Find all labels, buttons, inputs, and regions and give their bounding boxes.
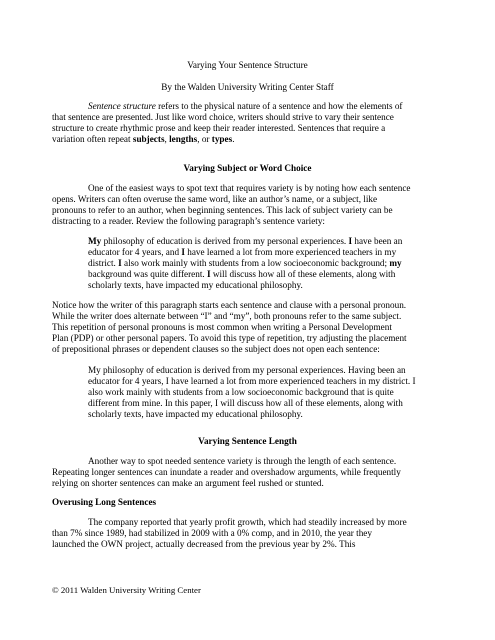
intro-line-2: that sentence are presented. Just like word choice, writers should strive to vary their sentence bbox=[52, 112, 394, 122]
example1-line-4 bbox=[88, 269, 395, 280]
intro-end: . bbox=[232, 134, 235, 144]
example-text: background was quite different. bbox=[88, 269, 207, 279]
paragraph-line: opens. Writers can often overuse the same word, like an author’s name, or a subject, like bbox=[52, 194, 378, 204]
intro-sep-1: , bbox=[164, 134, 170, 144]
example-text: have been an bbox=[352, 236, 403, 246]
example1-line-3 bbox=[88, 258, 402, 269]
example-text: educator for 4 years, and bbox=[88, 247, 182, 257]
subheading-long-sentences: Overusing Long Sentences bbox=[52, 497, 157, 507]
intro-line-4 bbox=[52, 134, 234, 145]
footer-copyright: © 2011 Walden University Writing Center bbox=[52, 585, 201, 595]
example2-line: scholarly texts, have impacted my educational philosophy. bbox=[88, 409, 303, 419]
paragraph-line: than 7% since 1989, had stabilized in 2009 with a 0% comp, and in 2010, the year they bbox=[52, 528, 372, 538]
paragraph-line: Notice how the writer of this paragraph starts each sentence and clause with a personal pronoun. bbox=[52, 300, 407, 310]
keyword-subjects: subjects bbox=[132, 134, 165, 144]
keyword-types: types bbox=[211, 134, 233, 144]
paragraph-line: Another way to spot needed sentence variety is through the length of each sentence. bbox=[88, 456, 397, 466]
example1-line-2 bbox=[88, 247, 396, 258]
intro-line-3: structure to create rhythmic prose and keep their reader interested. Sentences that require a bbox=[52, 123, 386, 133]
paragraph-line: This repetition of personal pronouns is most common when writing a Personal Development bbox=[52, 322, 392, 332]
paragraph-line: pronouns to refer to an author, when beginning sentences. This lack of subject variety can be bbox=[52, 205, 393, 215]
bold-pronoun: I bbox=[181, 247, 185, 257]
paragraph-line: launched the OWN project, actually decreased from the previous year by 2%. This bbox=[52, 539, 356, 549]
example2-line: also work mainly with students from a low socioeconomic background that is quite bbox=[88, 387, 394, 397]
bold-pronoun: my bbox=[389, 258, 402, 268]
example2-line: educator for 4 years, I have learned a lot from more experienced teachers in my district. I bbox=[88, 376, 416, 386]
intro-italic-term: Sentence structure bbox=[88, 101, 156, 111]
paragraph-line: relying on shorter sentences can make an argument feel rushed or stunted. bbox=[52, 478, 324, 488]
bold-pronoun: My bbox=[88, 236, 102, 246]
paragraph-line: Repeating longer sentences can inundate a reader and overshadow arguments, while frequently bbox=[52, 467, 401, 477]
section-heading-length: Varying Sentence Length bbox=[198, 436, 297, 446]
intro-line-4-text: variation often repeat bbox=[52, 134, 133, 144]
section-heading-subject: Varying Subject or Word Choice bbox=[183, 163, 312, 173]
intro-sep-2: , or bbox=[197, 134, 212, 144]
document-title: Varying Your Sentence Structure bbox=[187, 60, 308, 70]
example-text: have learned a lot from more experienced teachers in my bbox=[184, 247, 397, 257]
example-text: district. bbox=[88, 258, 119, 268]
bold-pronoun: I bbox=[118, 258, 122, 268]
bold-pronoun: I bbox=[348, 236, 353, 246]
example-text: philosophy of education is derived from my personal experiences. bbox=[101, 236, 349, 246]
example2-line: different from mine. In this paper, I will discuss how all of these elements, along with bbox=[88, 398, 403, 408]
bold-pronoun: I bbox=[206, 269, 211, 279]
intro-line-1 bbox=[88, 101, 402, 112]
keyword-lengths: lengths bbox=[169, 134, 198, 144]
document-byline: By the Walden University Writing Center Staff bbox=[161, 82, 334, 92]
paragraph-line: While the writer does alternate between “I” and “my”, both pronouns refer to the same subject. bbox=[52, 311, 402, 321]
example1-line-1 bbox=[88, 236, 402, 247]
paragraph-line: Plan (PDP) or other personal papers. To avoid this type of repetition, try adjusting the placement bbox=[52, 333, 407, 343]
example-text: will discuss how all of these elements, along with bbox=[210, 269, 396, 279]
paragraph-line: The company reported that yearly profit growth, which had steadily increased by more bbox=[88, 517, 407, 527]
paragraph-line: distracting to a reader. Review the following paragraph’s sentence variety: bbox=[52, 216, 325, 226]
example2-line: My philosophy of education is derived from my personal experiences. Having been an bbox=[88, 365, 406, 375]
example1-line-5: scholarly texts, have impacted my educational philosophy. bbox=[88, 280, 303, 290]
example-text: also work mainly with students from a low socioeconomic background; bbox=[121, 258, 390, 268]
paragraph-line: One of the easiest ways to spot text that requires variety is by noting how each sentence bbox=[88, 183, 411, 193]
intro-line-1-text: refers to the physical nature of a sentence and how the elements of bbox=[155, 101, 403, 111]
paragraph-line: of prepositional phrases or dependent clauses so the subject does not open each sentence: bbox=[52, 344, 380, 354]
